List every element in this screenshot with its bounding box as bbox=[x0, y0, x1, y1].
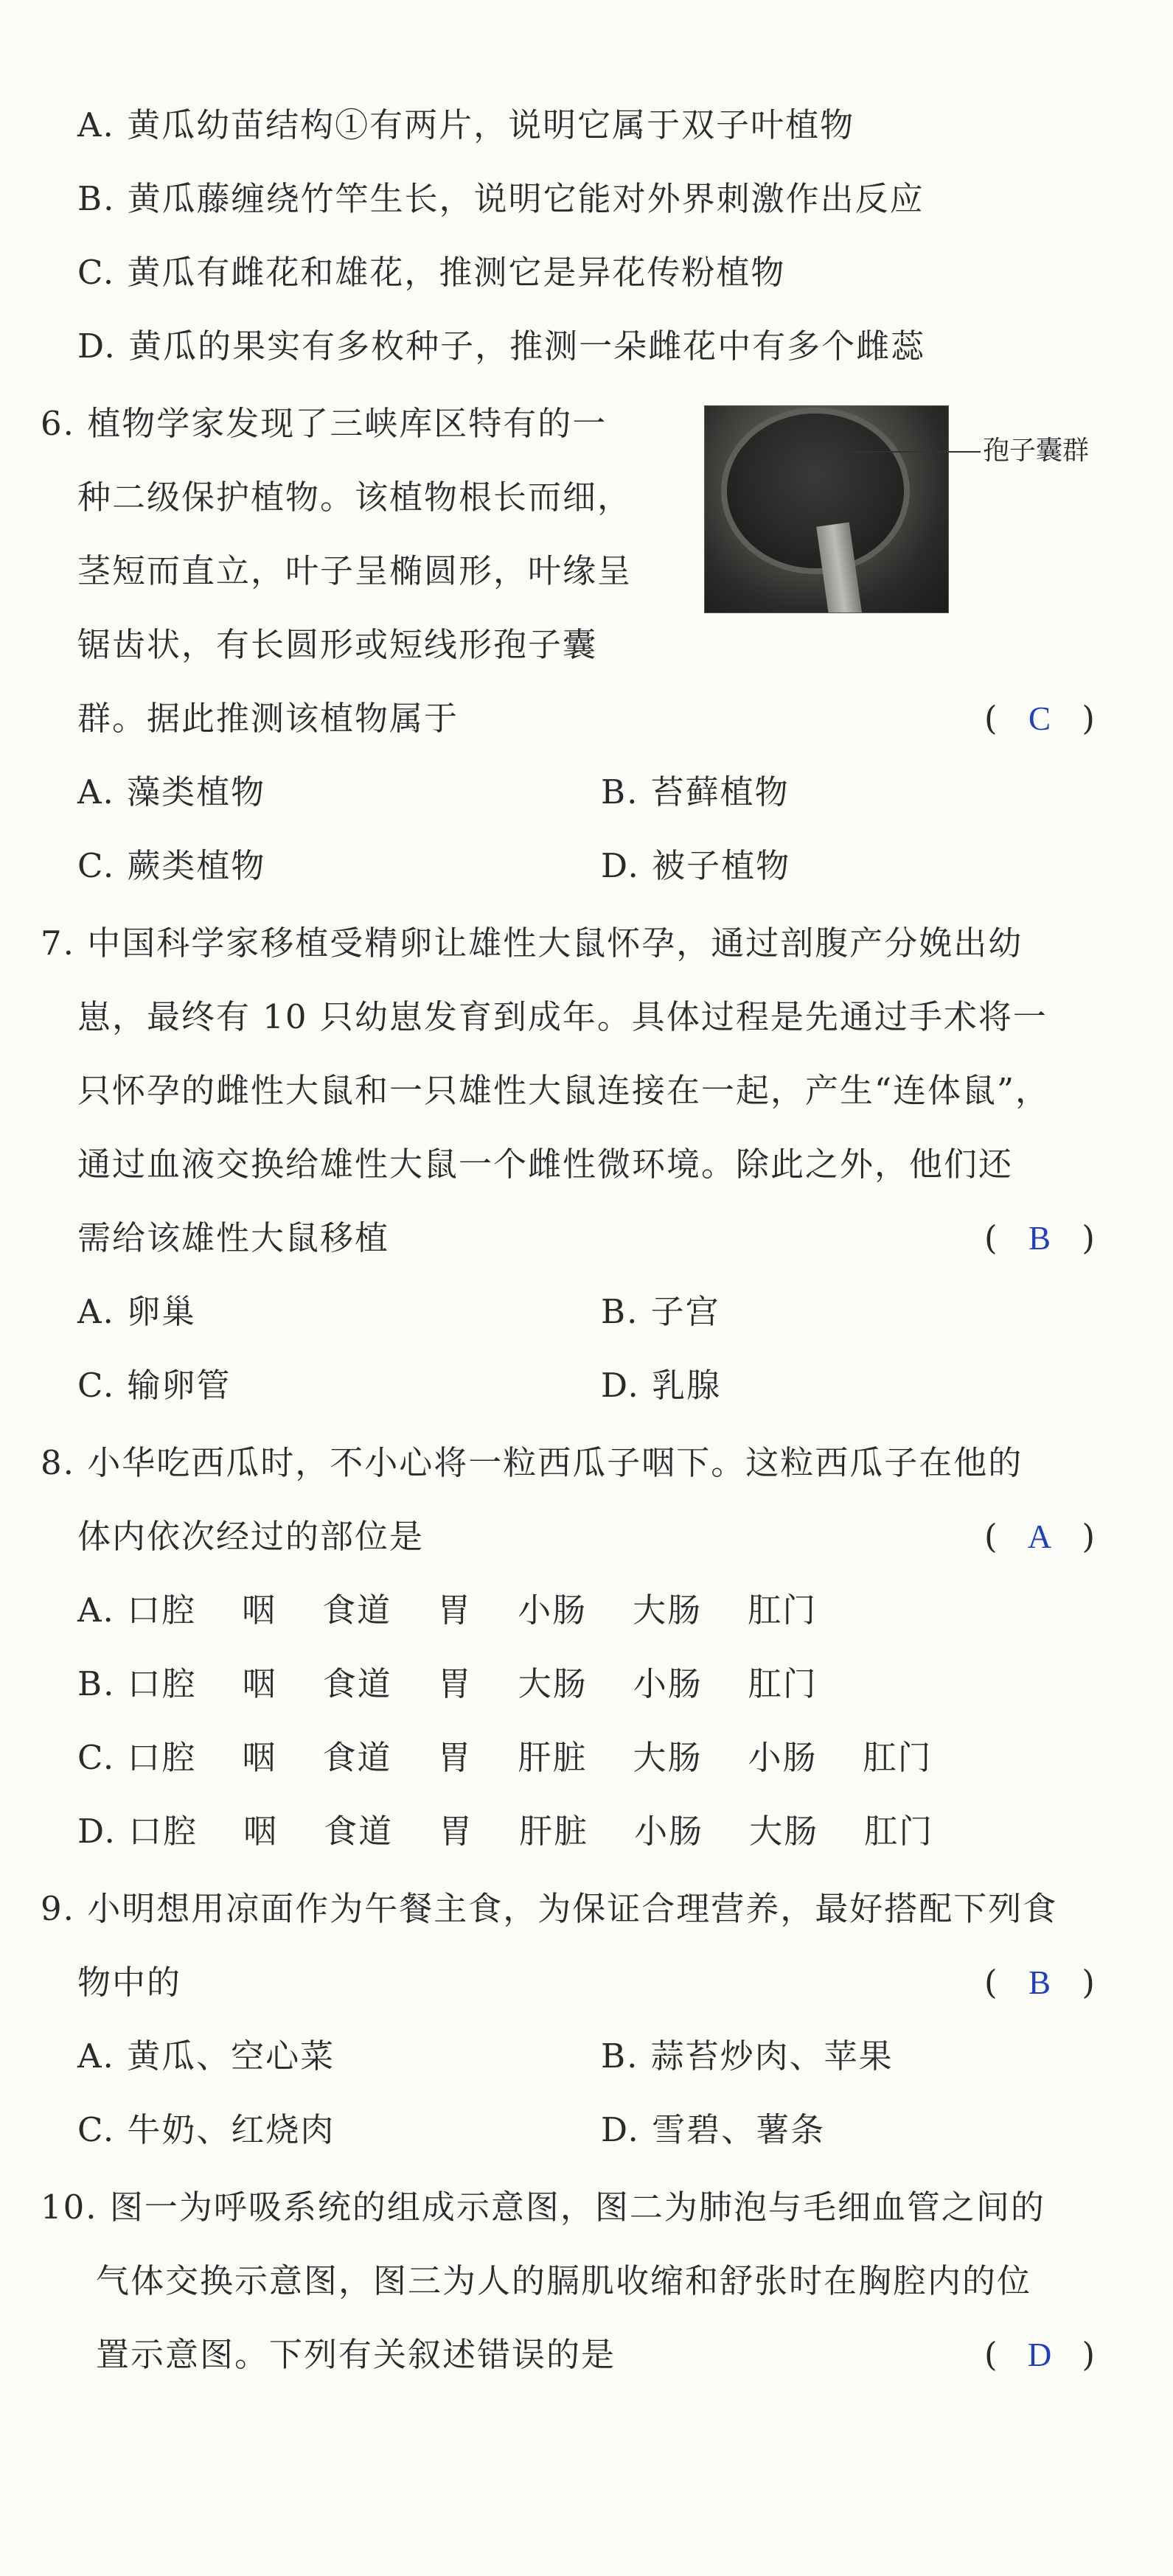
q7-option-b: B. 子宫 bbox=[601, 1292, 720, 1331]
label-pointer-line bbox=[826, 451, 981, 453]
q9-option-c: C. 牛奶、红烧肉 bbox=[77, 2110, 335, 2149]
q9-answer-bracket: ( B ) bbox=[984, 1961, 1095, 2005]
q7-stem-line-1: 7. 中国科学家移植受精卵让雄性大鼠怀孕，通过剖腹产分娩出幼 bbox=[41, 924, 1023, 963]
q7-stem-line-3: 只怀孕的雌性大鼠和一只雄性大鼠连接在一起，产生“连体鼠”， bbox=[77, 1071, 1051, 1110]
q9-answer: B bbox=[1028, 1964, 1051, 2001]
q7-stem-line-5: 需给该雄性大鼠移植 bbox=[77, 1218, 390, 1257]
q10-answer-bracket: ( D ) bbox=[984, 2333, 1095, 2377]
q5-option-c: C. 黄瓜有雌花和雄花，推测它是异花传粉植物 bbox=[77, 253, 786, 292]
q10-stem-line-2: 气体交换示意图，图三为人的膈肌收缩和舒张时在胸腔内的位 bbox=[96, 2261, 1032, 2300]
q6-stem-line-5: 群。据此推测该植物属于 bbox=[77, 699, 459, 738]
q6-stem-line-4: 锯齿状，有长圆形或短线形孢子囊 bbox=[77, 625, 598, 664]
q5-option-d: D. 黄瓜的果实有多枚种子，推测一朵雌花中有多个雌蕊 bbox=[77, 327, 926, 366]
fern-leaf-shape bbox=[727, 413, 904, 568]
q9-option-b: B. 蒜苔炒肉、苹果 bbox=[601, 2036, 894, 2076]
q8-option-b: B. 口腔 咽 食道 胃 大肠 小肠 肛门 bbox=[77, 1664, 818, 1703]
q8-stem-line-1: 8. 小华吃西瓜时，不小心将一粒西瓜子咽下。这粒西瓜子在他的 bbox=[41, 1443, 1023, 1482]
q10-stem-line-3: 置示意图。下列有关叙述错误的是 bbox=[96, 2335, 616, 2374]
q9-stem-line-1: 9. 小明想用凉面作为午餐主食，为保证合理营养，最好搭配下列食 bbox=[41, 1889, 1058, 1928]
q10-answer: D bbox=[1027, 2336, 1052, 2373]
q6-option-c: C. 蕨类植物 bbox=[77, 846, 266, 885]
q7-option-d: D. 乳腺 bbox=[601, 1366, 722, 1405]
q8-stem-line-2: 体内依次经过的部位是 bbox=[77, 1517, 425, 1556]
q5-option-a: A. 黄瓜幼苗结构①有两片，说明它属于双子叶植物 bbox=[77, 105, 855, 144]
spore-cluster-label: 孢子囊群 bbox=[983, 436, 1090, 466]
q6-option-a: A. 藻类植物 bbox=[77, 772, 266, 811]
q9-stem-line-2: 物中的 bbox=[77, 1963, 182, 2002]
q7-answer: B bbox=[1028, 1220, 1051, 1257]
q6-answer-bracket: ( C ) bbox=[984, 697, 1095, 741]
fern-spore-photo bbox=[704, 405, 949, 613]
q8-option-c: C. 口腔 咽 食道 胃 肝脏 大肠 小肠 肛门 bbox=[77, 1738, 933, 1777]
q6-answer: C bbox=[1028, 700, 1051, 737]
q6-stem-line-1: 6. 植物学家发现了三峡库区特有的一 bbox=[41, 404, 608, 443]
q8-answer: A bbox=[1027, 1518, 1052, 1555]
q6-option-d: D. 被子植物 bbox=[601, 846, 791, 885]
q8-option-d: D. 口腔 咽 食道 胃 肝脏 小肠 大肠 肛门 bbox=[77, 1812, 934, 1851]
q5-option-b: B. 黄瓜藤缠绕竹竿生长，说明它能对外界刺激作出反应 bbox=[77, 179, 925, 218]
q6-stem-line-2: 种二级保护植物。该植物根长而细， bbox=[77, 478, 633, 517]
q7-option-c: C. 输卵管 bbox=[77, 1366, 232, 1405]
q7-answer-bracket: ( B ) bbox=[984, 1216, 1095, 1260]
q6-stem-line-3: 茎短而直立，叶子呈椭圆形，叶缘呈 bbox=[77, 551, 633, 590]
q8-answer-bracket: ( A ) bbox=[984, 1515, 1095, 1559]
q10-stem-line-1: 10. 图一为呼吸系统的组成示意图，图二为肺泡与毛细血管之间的 bbox=[41, 2188, 1045, 2227]
q9-option-a: A. 黄瓜、空心菜 bbox=[77, 2036, 335, 2076]
q8-option-a: A. 口腔 咽 食道 胃 小肠 大肠 肛门 bbox=[77, 1591, 818, 1630]
q9-option-d: D. 雪碧、薯条 bbox=[601, 2110, 826, 2149]
q7-stem-line-4: 通过血液交换给雄性大鼠一个雌性微环境。除此之外，他们还 bbox=[77, 1145, 1014, 1184]
q6-option-b: B. 苔藓植物 bbox=[601, 772, 790, 811]
q7-stem-line-2: 崽，最终有 10 只幼崽发育到成年。具体过程是先通过手术将一 bbox=[77, 997, 1048, 1036]
q7-option-a: A. 卵巢 bbox=[77, 1292, 197, 1331]
